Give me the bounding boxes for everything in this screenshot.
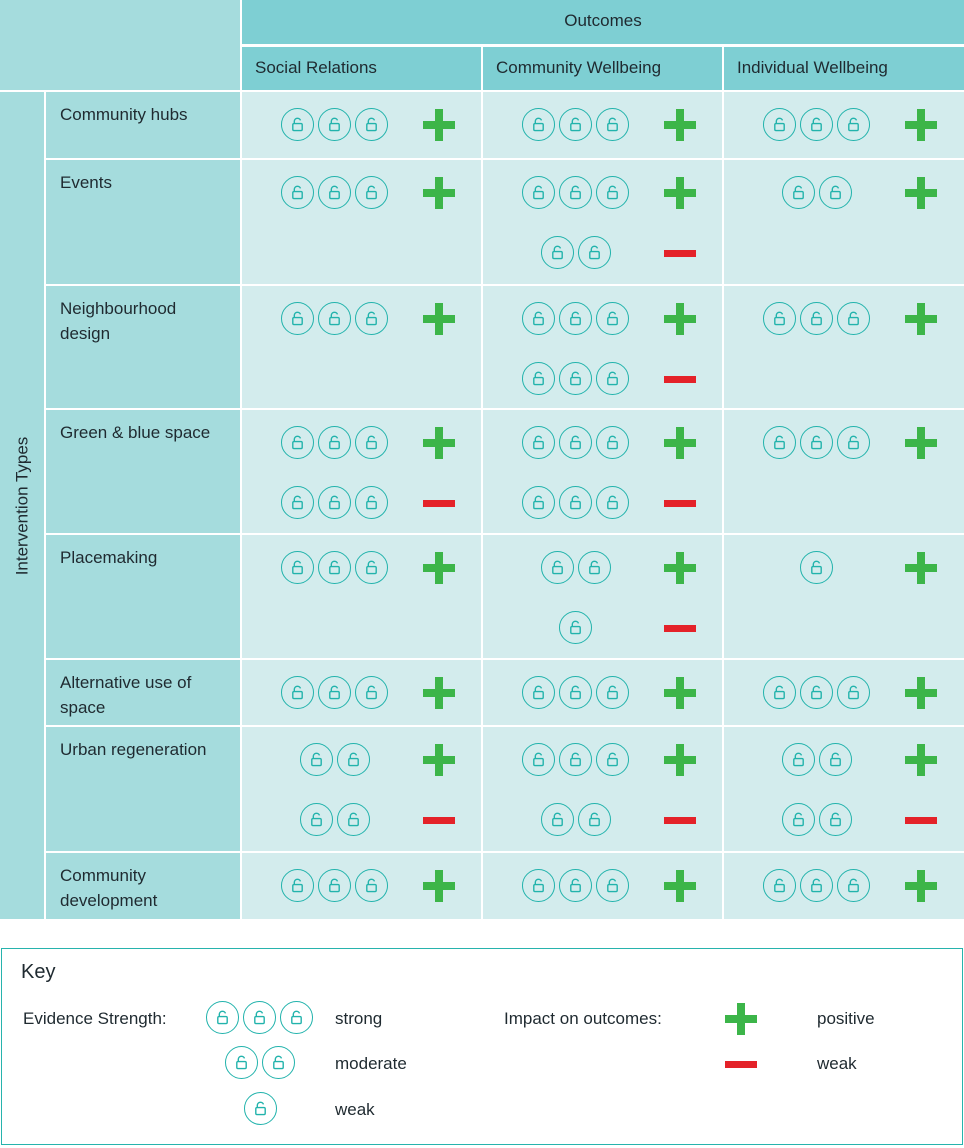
padlock-circle-icon	[559, 108, 592, 141]
evidence-icons	[782, 176, 852, 210]
plus-icon	[905, 677, 937, 709]
plus-icon	[423, 177, 455, 209]
plus-icon	[664, 303, 696, 335]
evidence-icons	[522, 869, 629, 903]
minus-icon	[664, 250, 696, 257]
row-header-cell	[46, 727, 240, 851]
key-panel	[1, 948, 963, 1145]
padlock-circle-icon	[578, 236, 611, 269]
evidence-icons	[522, 743, 629, 777]
minus-icon	[905, 817, 937, 824]
row-label: Alternative use of space	[60, 673, 192, 717]
padlock-circle-icon	[522, 176, 555, 209]
matrix-cell	[242, 410, 481, 533]
evidence-icons	[281, 869, 388, 903]
plus-icon	[664, 177, 696, 209]
key-strong-label: strong	[335, 1009, 383, 1028]
padlock-circle-icon	[559, 611, 592, 644]
plus-icon	[423, 552, 455, 584]
padlock-circle-icon	[243, 1001, 276, 1034]
padlock-circle-icon	[318, 869, 351, 902]
evidence-icons	[763, 869, 870, 903]
padlock-circle-icon	[281, 108, 314, 141]
evidence-icons	[541, 803, 611, 837]
matrix-cell	[483, 92, 722, 158]
matrix-cell	[483, 853, 722, 919]
evidence-icons	[541, 236, 611, 270]
padlock-circle-icon	[244, 1092, 277, 1125]
evidence-icons	[281, 426, 388, 460]
row-label: Community hubs	[60, 105, 188, 124]
plus-icon	[423, 427, 455, 459]
evidence-strength-label: Evidence Strength:	[23, 1009, 167, 1028]
padlock-circle-icon	[522, 426, 555, 459]
padlock-circle-icon	[541, 236, 574, 269]
padlock-circle-icon	[819, 743, 852, 776]
row-label: Urban regeneration	[60, 740, 207, 759]
outcomes-header	[242, 0, 964, 44]
matrix-cell	[483, 160, 722, 284]
matrix-cell	[724, 535, 964, 658]
matrix-cell	[483, 535, 722, 658]
plus-icon	[664, 552, 696, 584]
minus-icon	[664, 376, 696, 383]
key-moderate-label: moderate	[335, 1054, 407, 1073]
padlock-circle-icon	[318, 108, 351, 141]
row-label: Placemaking	[60, 548, 158, 567]
padlock-circle-icon	[559, 743, 592, 776]
minus-icon	[664, 500, 696, 507]
row-header-cell	[46, 535, 240, 658]
evidence-icons	[559, 611, 592, 645]
key-strong-icons	[206, 1001, 313, 1035]
column-header-community-wellbeing	[483, 47, 722, 90]
plus-icon	[905, 552, 937, 584]
padlock-circle-icon	[559, 302, 592, 335]
padlock-circle-icon	[318, 176, 351, 209]
padlock-circle-icon	[281, 869, 314, 902]
padlock-circle-icon	[837, 676, 870, 709]
padlock-circle-icon	[596, 743, 629, 776]
plus-icon	[725, 1003, 757, 1035]
matrix-cell	[724, 660, 964, 725]
padlock-circle-icon	[559, 176, 592, 209]
padlock-circle-icon	[837, 869, 870, 902]
column-label: Social Relations	[255, 58, 377, 77]
plus-icon	[423, 744, 455, 776]
padlock-circle-icon	[318, 676, 351, 709]
padlock-circle-icon	[522, 302, 555, 335]
plus-icon	[664, 677, 696, 709]
padlock-circle-icon	[262, 1046, 295, 1079]
key-moderate-icons	[225, 1046, 295, 1080]
row-header-cell	[46, 410, 240, 533]
padlock-circle-icon	[522, 676, 555, 709]
padlock-circle-icon	[522, 362, 555, 395]
padlock-circle-icon	[837, 302, 870, 335]
plus-icon	[664, 744, 696, 776]
padlock-circle-icon	[281, 302, 314, 335]
evidence-icons	[782, 803, 852, 837]
padlock-circle-icon	[800, 676, 833, 709]
padlock-circle-icon	[281, 426, 314, 459]
matrix-cell	[724, 727, 964, 851]
matrix-cell	[242, 92, 481, 158]
key-weak-icons	[244, 1092, 277, 1126]
padlock-circle-icon	[318, 426, 351, 459]
padlock-circle-icon	[763, 426, 796, 459]
padlock-circle-icon	[837, 108, 870, 141]
padlock-circle-icon	[541, 551, 574, 584]
evidence-icons	[281, 486, 388, 520]
plus-icon	[905, 177, 937, 209]
matrix-cell	[242, 160, 481, 284]
padlock-circle-icon	[819, 803, 852, 836]
plus-icon	[423, 303, 455, 335]
plus-icon	[905, 744, 937, 776]
evidence-icons	[281, 676, 388, 710]
key-weak-label: weak	[335, 1100, 375, 1119]
padlock-circle-icon	[206, 1001, 239, 1034]
matrix-cell	[242, 853, 481, 919]
evidence-icons	[522, 108, 629, 142]
minus-icon	[664, 625, 696, 632]
evidence-icons	[763, 426, 870, 460]
padlock-circle-icon	[800, 551, 833, 584]
matrix-cell	[483, 660, 722, 725]
evidence-icons	[281, 176, 388, 210]
padlock-circle-icon	[782, 176, 815, 209]
padlock-circle-icon	[819, 176, 852, 209]
minus-icon	[725, 1061, 757, 1068]
plus-icon	[664, 109, 696, 141]
padlock-circle-icon	[355, 108, 388, 141]
padlock-circle-icon	[355, 176, 388, 209]
matrix-cell	[483, 286, 722, 408]
padlock-circle-icon	[522, 108, 555, 141]
padlock-circle-icon	[596, 486, 629, 519]
padlock-circle-icon	[280, 1001, 313, 1034]
plus-icon	[905, 303, 937, 335]
padlock-circle-icon	[522, 743, 555, 776]
padlock-circle-icon	[541, 803, 574, 836]
matrix-cell	[242, 286, 481, 408]
evidence-icons	[541, 551, 611, 585]
padlock-circle-icon	[763, 108, 796, 141]
padlock-circle-icon	[800, 108, 833, 141]
padlock-circle-icon	[800, 302, 833, 335]
key-negative-label: weak	[817, 1054, 857, 1073]
padlock-circle-icon	[522, 486, 555, 519]
plus-icon	[905, 109, 937, 141]
evidence-icons	[522, 362, 629, 396]
padlock-circle-icon	[763, 676, 796, 709]
row-header-cell	[46, 853, 240, 919]
padlock-circle-icon	[355, 869, 388, 902]
evidence-icons	[522, 426, 629, 460]
minus-icon	[664, 817, 696, 824]
padlock-circle-icon	[337, 743, 370, 776]
padlock-circle-icon	[559, 676, 592, 709]
padlock-circle-icon	[281, 676, 314, 709]
side-label	[0, 92, 44, 919]
padlock-circle-icon	[782, 743, 815, 776]
matrix-cell	[483, 727, 722, 851]
plus-icon	[664, 870, 696, 902]
padlock-circle-icon	[355, 486, 388, 519]
evidence-icons	[522, 676, 629, 710]
plus-icon	[423, 109, 455, 141]
minus-icon	[423, 817, 455, 824]
row-header-cell	[46, 660, 240, 725]
padlock-circle-icon	[596, 676, 629, 709]
padlock-circle-icon	[596, 302, 629, 335]
matrix-cell	[483, 410, 722, 533]
evidence-icons	[281, 551, 388, 585]
key-positive-label: positive	[817, 1009, 875, 1028]
matrix-cell	[242, 660, 481, 725]
padlock-circle-icon	[318, 551, 351, 584]
padlock-circle-icon	[318, 486, 351, 519]
evidence-icons	[763, 302, 870, 336]
padlock-circle-icon	[300, 803, 333, 836]
side-label-text: Intervention Types	[12, 436, 32, 575]
evidence-icons	[522, 176, 629, 210]
column-header-individual-wellbeing	[724, 47, 964, 90]
padlock-circle-icon	[281, 176, 314, 209]
padlock-circle-icon	[559, 362, 592, 395]
column-label: Individual Wellbeing	[737, 58, 888, 77]
row-label: Community development	[60, 866, 158, 910]
padlock-circle-icon	[800, 869, 833, 902]
padlock-circle-icon	[355, 302, 388, 335]
evidence-icons	[300, 743, 370, 777]
plus-icon	[905, 870, 937, 902]
key-title: Key	[21, 961, 56, 983]
padlock-circle-icon	[837, 426, 870, 459]
impact-label: Impact on outcomes:	[504, 1009, 662, 1028]
row-header-cell	[46, 92, 240, 158]
padlock-circle-icon	[559, 426, 592, 459]
padlock-circle-icon	[782, 803, 815, 836]
padlock-circle-icon	[337, 803, 370, 836]
evidence-icons	[782, 743, 852, 777]
evidence-icons	[522, 486, 629, 520]
padlock-circle-icon	[355, 551, 388, 584]
plus-icon	[664, 427, 696, 459]
matrix-cell	[724, 286, 964, 408]
row-label: Green & blue space	[60, 423, 211, 442]
evidence-icons	[281, 108, 388, 142]
plus-icon	[423, 677, 455, 709]
matrix-cell	[724, 160, 964, 284]
padlock-circle-icon	[596, 362, 629, 395]
column-label: Community Wellbeing	[496, 58, 662, 77]
column-header-social-relations	[242, 47, 481, 90]
padlock-circle-icon	[596, 176, 629, 209]
padlock-circle-icon	[355, 426, 388, 459]
evidence-icons	[300, 803, 370, 837]
evidence-icons	[763, 108, 870, 142]
matrix-cell	[724, 92, 964, 158]
matrix-cell	[242, 535, 481, 658]
padlock-circle-icon	[559, 869, 592, 902]
padlock-circle-icon	[559, 486, 592, 519]
padlock-circle-icon	[800, 426, 833, 459]
row-header-cell	[46, 160, 240, 284]
padlock-circle-icon	[763, 869, 796, 902]
evidence-icons	[522, 302, 629, 336]
padlock-circle-icon	[281, 486, 314, 519]
padlock-circle-icon	[578, 803, 611, 836]
minus-icon	[423, 500, 455, 507]
padlock-circle-icon	[596, 108, 629, 141]
padlock-circle-icon	[522, 869, 555, 902]
row-header-cell	[46, 286, 240, 408]
matrix-cell	[242, 727, 481, 851]
row-label: Neighbourhood design	[60, 299, 177, 343]
header-corner	[0, 0, 240, 90]
padlock-circle-icon	[355, 676, 388, 709]
row-label: Events	[60, 173, 112, 192]
padlock-circle-icon	[596, 426, 629, 459]
matrix-cell	[724, 853, 964, 919]
padlock-circle-icon	[763, 302, 796, 335]
padlock-circle-icon	[578, 551, 611, 584]
padlock-circle-icon	[596, 869, 629, 902]
matrix-cell	[724, 410, 964, 533]
plus-icon	[905, 427, 937, 459]
evidence-icons	[281, 302, 388, 336]
padlock-circle-icon	[300, 743, 333, 776]
padlock-circle-icon	[225, 1046, 258, 1079]
padlock-circle-icon	[318, 302, 351, 335]
outcomes-title: Outcomes	[564, 11, 642, 30]
padlock-circle-icon	[281, 551, 314, 584]
evidence-icons	[763, 676, 870, 710]
evidence-icons	[800, 551, 833, 585]
plus-icon	[423, 870, 455, 902]
